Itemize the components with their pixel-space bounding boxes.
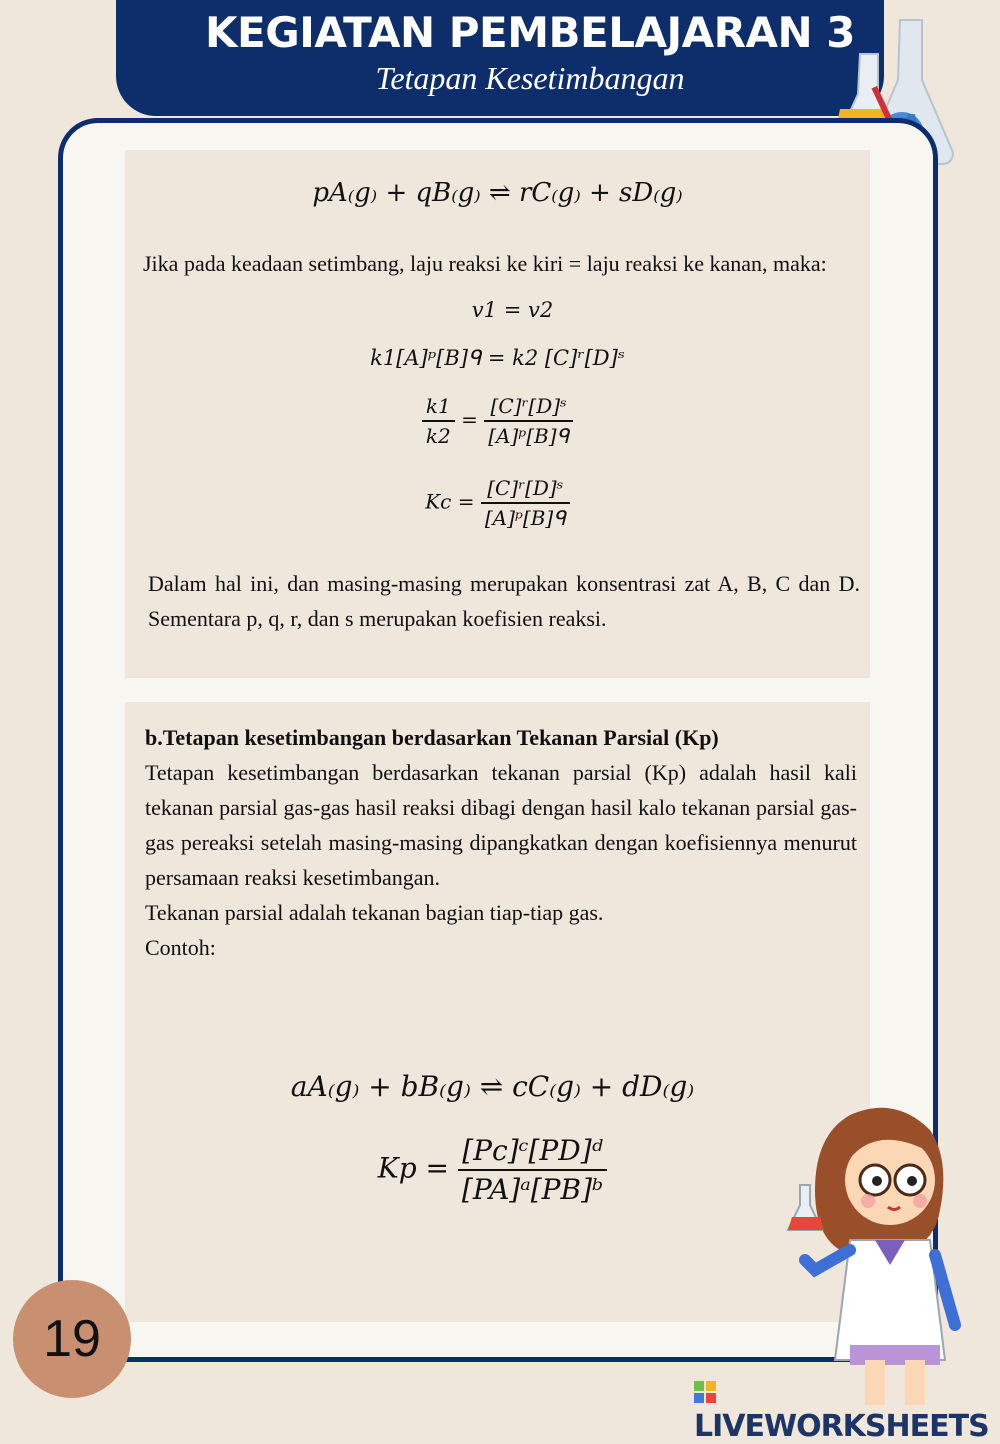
liveworksheets-watermark <box>694 1374 1000 1444</box>
section-b-box <box>125 702 870 1322</box>
watermark-text: LIVEWORKSHEETS <box>694 1409 989 1444</box>
reaction-equation: pA₍g₎ + qB₍g₎ ⇌ rC₍g₎ + sD₍g₎ <box>312 178 683 208</box>
page-number: 19 <box>13 1280 131 1398</box>
scientist-girl-illustration <box>780 1105 980 1410</box>
ratio-lhs-numerator: k1 <box>422 394 455 422</box>
section-b-heading: b.Tetapan kesetimbangan berdasarkan Tekanan Parsial (Kp) <box>145 725 719 750</box>
section-a-explanation: Dalam hal ini, dan masing-masing merupakan konsentrasi zat A, B, C dan D. Sementara p, q, r, dan s merupakan koefisien reaksi. <box>148 571 860 631</box>
ratio-denominator: [A]ᵖ[B]ᑫ <box>488 424 570 448</box>
section-a-box <box>125 150 870 678</box>
kc-numerator: [C]ʳ[D]ˢ <box>481 476 570 504</box>
header-title: KEGIATAN PEMBELAJARAN 3 <box>205 8 855 57</box>
kc-lhs: Kc = <box>425 489 475 514</box>
ratio-lhs-denominator: k2 <box>425 424 451 448</box>
section-a-intro: Jika pada keadaan setimbang, laju reaksi ke kiri = laju reaksi ke kanan, maka: <box>143 251 827 276</box>
kc-equation <box>125 476 870 530</box>
kp-lhs: Kp = <box>377 1151 449 1185</box>
ratio-numerator: [C]ʳ[D]ˢ <box>484 394 573 422</box>
ratio-equation: $\frac{k1}{k2}$ = $\frac{\text{[C]ʳ[D]ˢ}}{\text{[A]ᵖ[B]ᑫ}}$ <box>125 394 870 448</box>
example-label: Contoh: <box>145 935 216 960</box>
kp-reaction-equation: aA₍g₎ + bB₍g₎ ⇌ cC₍g₎ + dD₍g₎ <box>290 1070 695 1103</box>
page-header <box>116 0 884 116</box>
kp-numerator: [Pc]ᶜ[PD]ᵈ <box>458 1134 607 1171</box>
section-b-body: Tetapan kesetimbangan berdasarkan tekanan parsial (Kp) adalah hasil kali tekanan parsial gas-gas hasil reaksi dibagi dengan hasil kalo tekanan parsial gas-gas pereaksi setelah masing-masing dipangkatkan dengan koefisiennya menurut persamaan reaksi kesetimbangan. <box>145 760 857 890</box>
header-subtitle: Tetapan Kesetimbangan <box>375 60 685 96</box>
liveworksheets-logo-icon <box>694 1381 716 1403</box>
rate-constant-equation: k1[A]ᵖ[B]ᑫ = k2 [C]ʳ[D]ˢ <box>370 346 625 370</box>
kc-denominator: [A]ᵖ[B]ᑫ <box>484 506 566 530</box>
kp-equation <box>125 1134 870 1206</box>
section-b-definition: Tekanan parsial adalah tekanan bagian tiap-tiap gas. <box>145 900 604 925</box>
rate-equation: v1 = v2 <box>471 298 554 322</box>
kp-denominator: [PA]ᵃ[PB]ᵇ <box>461 1173 604 1206</box>
